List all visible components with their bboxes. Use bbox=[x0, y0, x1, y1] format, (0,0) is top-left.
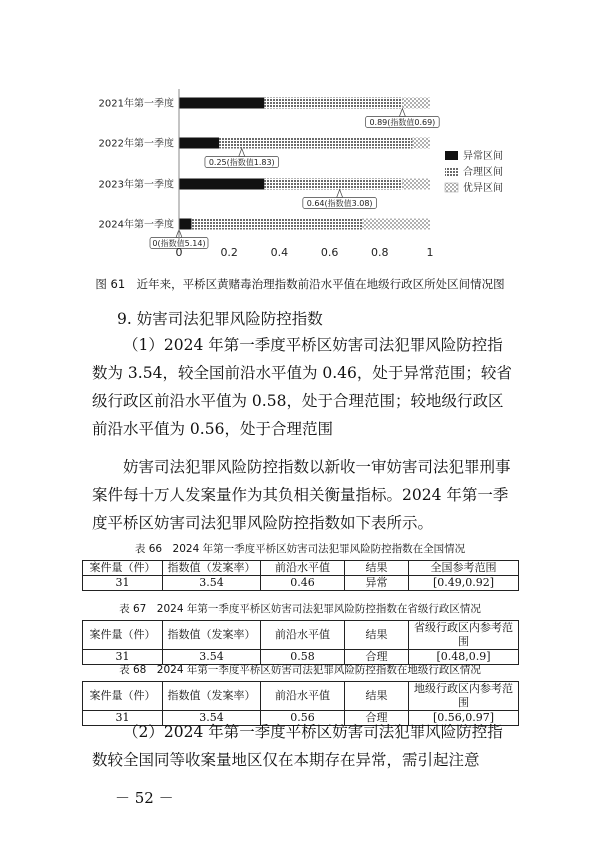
table-cell: [0.56,0.97] bbox=[409, 711, 519, 726]
table-header-cell: 指数值（发案率） bbox=[163, 561, 261, 576]
table-cell: 0.56 bbox=[261, 711, 345, 726]
legend-label: 合理区间 bbox=[463, 167, 503, 178]
x-tick-label: 0.8 bbox=[371, 246, 389, 259]
table-header-cell: 前沿水平值 bbox=[261, 561, 345, 576]
legend-label: 优异区间 bbox=[463, 183, 503, 194]
table-header-cell: 地级行政区内参考范围 bbox=[409, 682, 519, 711]
bar-segment-1 bbox=[179, 219, 192, 230]
x-tick-label: 1 bbox=[426, 246, 434, 259]
table-header-cell: 省级行政区内参考范围 bbox=[409, 621, 519, 650]
table-header-cell: 指数值（发案率） bbox=[163, 682, 261, 711]
legend-label: 异常区间 bbox=[463, 151, 503, 162]
table-header-row bbox=[83, 561, 519, 576]
category-label: 2021年第一季度 bbox=[98, 98, 174, 110]
table-header-cell: 案件量（件） bbox=[83, 682, 163, 711]
category-label: 2022年第一季度 bbox=[98, 138, 174, 150]
callout-label: 0.64(指数值3.08) bbox=[306, 199, 373, 208]
table-cell: 31 bbox=[83, 576, 163, 591]
x-tick-label: 0.6 bbox=[320, 246, 339, 259]
bar-segment-2 bbox=[264, 179, 402, 190]
table-header-cell: 案件量（件） bbox=[83, 561, 163, 576]
table-cell: 合理 bbox=[345, 650, 409, 665]
table-cell: 异常 bbox=[345, 576, 409, 591]
table-header-row bbox=[83, 621, 519, 650]
callout-label: 0(指数值5.14) bbox=[152, 239, 206, 248]
table-66 bbox=[82, 560, 519, 591]
x-tick-label: 0 bbox=[175, 246, 183, 259]
legend-swatch bbox=[445, 151, 458, 160]
category-label: 2024年第一季度 bbox=[98, 219, 174, 231]
bar-segment-1 bbox=[179, 98, 264, 109]
callout-label: 0.25(指数值1.83) bbox=[208, 158, 275, 167]
x-tick-label: 0.2 bbox=[220, 246, 238, 259]
table-header-cell: 案件量（件） bbox=[83, 621, 163, 650]
table-cell: [0.48,0.9] bbox=[409, 650, 519, 665]
table-cell: 0.58 bbox=[261, 650, 345, 665]
bar-segment-2 bbox=[192, 219, 363, 230]
table-cell: 31 bbox=[83, 650, 163, 665]
table-header-cell: 前沿水平值 bbox=[261, 621, 345, 650]
table-cell: 3.54 bbox=[163, 711, 261, 726]
legend-swatch bbox=[445, 167, 458, 176]
callout-pointer bbox=[239, 149, 245, 157]
table-header-cell: 结果 bbox=[345, 682, 409, 711]
section-heading: 9. 妨害司法犯罪风险防控指数 bbox=[117, 310, 323, 328]
figure-caption: 图 61 近年来，平桥区黄赌毒治理指数前沿水平值在地级行政区所处区间情况图 bbox=[95, 277, 505, 291]
table-header-cell: 指数值（发案率） bbox=[163, 621, 261, 650]
interval-bar-chart bbox=[0, 0, 600, 270]
table-68-caption: 表 68 2024 年第一季度平桥区妨害司法犯罪风险防控指数在地级行政区情况 bbox=[119, 664, 481, 676]
category-label: 2023年第一季度 bbox=[98, 179, 174, 191]
callout-label: 0.89(指数值0.69) bbox=[369, 118, 436, 127]
callout-pointer bbox=[337, 190, 343, 198]
bar-segment-3 bbox=[402, 179, 430, 190]
table-67-caption: 表 67 2024 年第一季度平桥区妨害司法犯罪风险防控指数在省级行政区情况 bbox=[119, 603, 481, 615]
table-header-cell: 前沿水平值 bbox=[261, 682, 345, 711]
bar-segment-3 bbox=[362, 219, 430, 230]
paragraph-1: （1）2024 年第一季度平桥区妨害司法犯罪风险防控指数为 3.54，较全国前沿水平值为 0.46，处于异常范围；较省级行政区前沿水平值为 0.58，处于合理范围；较地级行政区前沿水平值为 0.56，处于合理范围 bbox=[92, 336, 512, 438]
bar-segment-2 bbox=[264, 98, 402, 109]
bar-segment-3 bbox=[402, 98, 430, 109]
table-66-caption: 表 66 2024 年第一季度平桥区妨害司法犯罪风险防控指数在全国情况 bbox=[134, 543, 466, 555]
table-cell: 3.54 bbox=[163, 576, 261, 591]
paragraph-2: 妨害司法犯罪风险防控指数以新收一审妨害司法犯罪刑事案件每十万人发案量作为其负相关衡量指标。2024 年第一季度平桥区妨害司法犯罪风险防控指数如下表所示。 bbox=[92, 458, 511, 532]
table-cell: 3.54 bbox=[163, 650, 261, 665]
table-67 bbox=[82, 620, 519, 665]
table-header-cell: 结果 bbox=[345, 621, 409, 650]
page-number: － 52 － bbox=[115, 789, 174, 807]
table-cell: 31 bbox=[83, 711, 163, 726]
table-cell: [0.49,0.92] bbox=[409, 576, 519, 591]
table-header-row bbox=[83, 682, 519, 711]
table-header-cell: 全国参考范围 bbox=[409, 561, 519, 576]
bar-segment-1 bbox=[179, 179, 264, 190]
bar-segment-1 bbox=[179, 138, 219, 149]
table-cell: 合理 bbox=[345, 711, 409, 726]
table-cell: 0.46 bbox=[261, 576, 345, 591]
callout-pointer bbox=[399, 109, 405, 117]
paragraph-3: （2）2024 年第一季度平桥区妨害司法犯罪风险防控指数较全国同等收案量地区仅在本期存在异常，需引起注意 bbox=[92, 723, 503, 769]
table-row bbox=[83, 576, 519, 591]
x-tick-label: 0.4 bbox=[270, 246, 289, 259]
bar-segment-3 bbox=[412, 138, 430, 149]
legend-swatch bbox=[445, 183, 458, 192]
table-header-cell: 结果 bbox=[345, 561, 409, 576]
bar-segment-2 bbox=[219, 138, 412, 149]
